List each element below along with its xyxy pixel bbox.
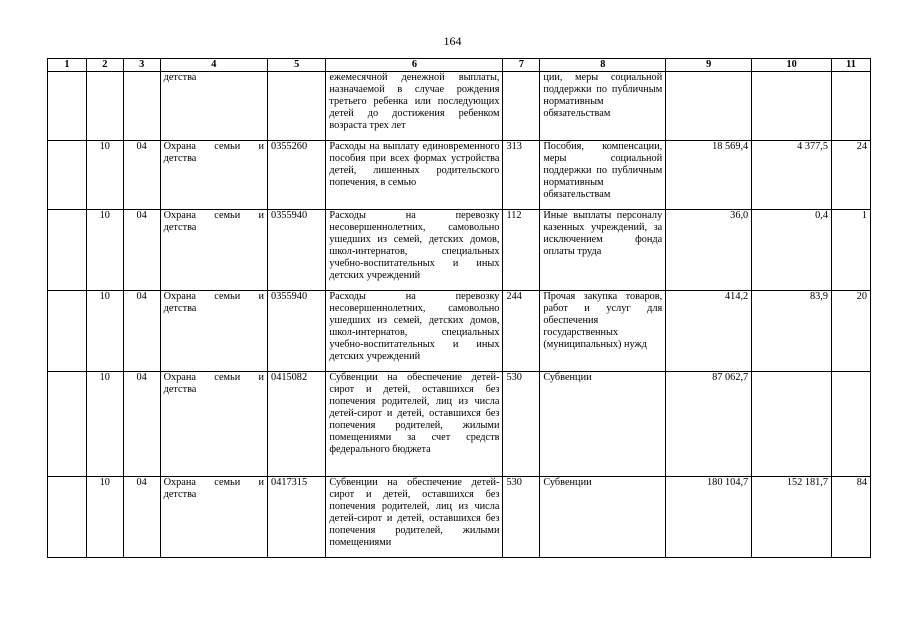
cell-expense-name: Пособия, компенсации, меры социальной поддержки по публичным нормативным обязательствам: [540, 141, 666, 210]
cell-section: 10: [86, 372, 123, 477]
cell-section: [86, 72, 123, 141]
cell-target-code: 0355260: [268, 141, 326, 210]
column-header: 9: [666, 59, 752, 72]
cell-target-name: ежемесячной денежной выплаты, назначаемой в случае рождения третьего ребенка или последующих детей до достижения ребенком возраста трех лет: [326, 72, 503, 141]
cell-target-code: 0417315: [268, 477, 326, 558]
cell-col1: [48, 291, 87, 372]
cell-percent: 1: [832, 210, 871, 291]
cell-section: 10: [86, 210, 123, 291]
cell-amount-10: 0,4: [752, 210, 832, 291]
column-header: 1: [48, 59, 87, 72]
cell-amount-9: 180 104,7: [666, 477, 752, 558]
table-row: [48, 210, 871, 291]
cell-target-name: Субвенции на обеспечение детей-сирот и детей, оставшихся без попечения родителей, лиц из числа детей-сирот и детей, оставшихся без попечения родителей, жилыми помещениями за счет средств федерального бюджета: [326, 372, 503, 477]
cell-expense-name: ции, меры социальной поддержки по публичным нормативным обязательствам: [540, 72, 666, 141]
cell-expense-name: Прочая закупка товаров, работ и услуг для обеспечения государственных (муниципальных) нужд: [540, 291, 666, 372]
table-row: [48, 372, 871, 477]
cell-section: 10: [86, 141, 123, 210]
cell-amount-10: 152 181,7: [752, 477, 832, 558]
column-header: 6: [326, 59, 503, 72]
column-header: 5: [268, 59, 326, 72]
cell-subsection-name: Охрана семьи и детства: [160, 141, 267, 210]
table-row: [48, 291, 871, 372]
cell-subsection-name: детства: [160, 72, 267, 141]
cell-col1: [48, 141, 87, 210]
cell-section: 10: [86, 291, 123, 372]
cell-expense-name: Субвенции: [540, 477, 666, 558]
page-number: 164: [443, 34, 462, 48]
column-header: 4: [160, 59, 267, 72]
column-header: 2: [86, 59, 123, 72]
cell-subsection: 04: [123, 210, 160, 291]
cell-amount-10: 83,9: [752, 291, 832, 372]
cell-percent: 24: [832, 141, 871, 210]
cell-expense-type: 112: [503, 210, 540, 291]
column-header: 10: [752, 59, 832, 72]
cell-percent: [832, 372, 871, 477]
cell-target-code: [268, 72, 326, 141]
cell-expense-name: Иные выплаты персоналу казенных учреждений, за исключением фонда оплаты труда: [540, 210, 666, 291]
cell-subsection-name: Охрана семьи и детства: [160, 210, 267, 291]
cell-expense-type: 244: [503, 291, 540, 372]
cell-expense-name: Субвенции: [540, 372, 666, 477]
cell-subsection-name: Охрана семьи и детства: [160, 477, 267, 558]
cell-target-code: 0355940: [268, 291, 326, 372]
cell-expense-type: 530: [503, 372, 540, 477]
cell-percent: 84: [832, 477, 871, 558]
cell-amount-9: 36,0: [666, 210, 752, 291]
column-header: 8: [540, 59, 666, 72]
cell-expense-type: [503, 72, 540, 141]
table-row: [48, 477, 871, 558]
header-row: [48, 59, 871, 72]
cell-percent: 20: [832, 291, 871, 372]
column-header: 7: [503, 59, 540, 72]
cell-amount-9: 414,2: [666, 291, 752, 372]
cell-subsection: 04: [123, 477, 160, 558]
cell-target-name: Расходы на перевозку несовершеннолетних, самовольно ушедших из семей, детских домов, школ-интернатов, специальных учебно-воспитательных и иных детских учреждений: [326, 291, 503, 372]
cell-col1: [48, 72, 87, 141]
cell-target-code: 0355940: [268, 210, 326, 291]
table-row: [48, 141, 871, 210]
cell-subsection: 04: [123, 372, 160, 477]
cell-amount-9: [666, 72, 752, 141]
cell-amount-10: 4 377,5: [752, 141, 832, 210]
cell-subsection-name: Охрана семьи и детства: [160, 291, 267, 372]
cell-expense-type: 530: [503, 477, 540, 558]
cell-col1: [48, 210, 87, 291]
cell-col1: [48, 372, 87, 477]
cell-percent: [832, 72, 871, 141]
cell-target-name: Субвенции на обеспечение детей-сирот и детей, оставшихся без попечения родителей, лиц из числа детей-сирот и детей, оставшихся без попечения родителей, жилыми помещениями: [326, 477, 503, 558]
cell-target-code: 0415082: [268, 372, 326, 477]
cell-amount-9: 87 062,7: [666, 372, 752, 477]
cell-section: 10: [86, 477, 123, 558]
cell-target-name: Расходы на перевозку несовершеннолетних, самовольно ушедших из семей, детских домов, школ-интернатов, специальных учебно-воспитательных и иных детских учреждений: [326, 210, 503, 291]
cell-target-name: Расходы на выплату единовременного пособия при всех формах устройства детей, лишенных родительского попечения, в семью: [326, 141, 503, 210]
cell-amount-10: [752, 72, 832, 141]
cell-subsection: 04: [123, 291, 160, 372]
cell-subsection-name: Охрана семьи и детства: [160, 372, 267, 477]
column-header: 3: [123, 59, 160, 72]
cell-col1: [48, 477, 87, 558]
cell-expense-type: 313: [503, 141, 540, 210]
cell-amount-9: 18 569,4: [666, 141, 752, 210]
table-row: [48, 72, 871, 141]
column-header: 11: [832, 59, 871, 72]
cell-amount-10: [752, 372, 832, 477]
cell-subsection: [123, 72, 160, 141]
cell-subsection: 04: [123, 141, 160, 210]
budget-table: [47, 58, 871, 558]
